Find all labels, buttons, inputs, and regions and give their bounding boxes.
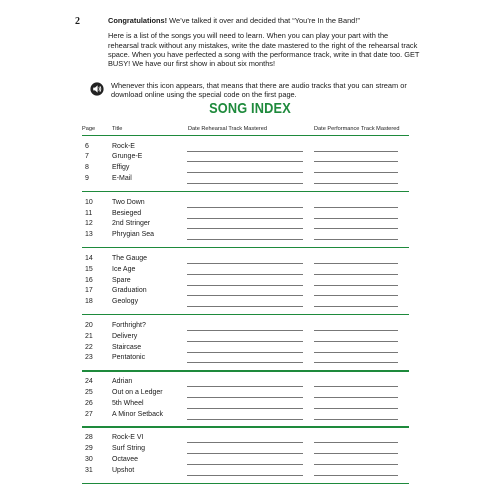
performance-date-blank[interactable] [314, 397, 398, 398]
song-page-number: 28 [85, 433, 93, 441]
section-divider [82, 483, 409, 484]
song-title: E-Mail [112, 175, 132, 183]
song-page-number: 18 [85, 298, 93, 306]
rehearsal-date-blank[interactable] [187, 362, 303, 363]
table-row [82, 287, 409, 298]
rehearsal-date-blank[interactable] [187, 161, 303, 162]
song-title: Staircase [112, 343, 142, 351]
section-divider [82, 426, 409, 427]
performance-date-blank[interactable] [314, 362, 398, 363]
rehearsal-date-blank[interactable] [187, 442, 303, 443]
song-title: A Minor Setback [112, 410, 163, 418]
song-title: Out on a Ledger [112, 388, 163, 396]
song-page-number: 16 [85, 276, 93, 284]
table-row [82, 400, 409, 411]
table-row [82, 411, 409, 422]
rehearsal-date-blank[interactable] [187, 352, 303, 353]
song-title: 2nd Stringer [112, 220, 151, 228]
song-title: Forthright? [112, 321, 146, 329]
song-page-number: 30 [85, 455, 93, 463]
performance-date-blank[interactable] [314, 151, 398, 152]
song-title: Graduation [112, 287, 147, 295]
song-title: Adrian [112, 377, 133, 385]
performance-date-blank[interactable] [314, 464, 398, 465]
table-row [82, 199, 409, 210]
performance-date-blank[interactable] [314, 239, 398, 240]
performance-date-blank[interactable] [314, 453, 398, 454]
performance-date-blank[interactable] [314, 341, 398, 342]
performance-date-blank[interactable] [314, 207, 398, 208]
performance-date-blank[interactable] [314, 274, 398, 275]
song-page-number: 6 [85, 142, 89, 150]
rehearsal-date-blank[interactable] [187, 183, 303, 184]
song-title: Geology [112, 298, 139, 306]
table-row [82, 354, 409, 365]
intro-text [108, 16, 420, 74]
rehearsal-date-blank[interactable] [187, 207, 303, 208]
rehearsal-date-blank[interactable] [187, 295, 303, 296]
table-row [82, 175, 409, 186]
table-row [82, 378, 409, 389]
song-title: Rock-E VI [112, 433, 144, 441]
song-page-number: 20 [85, 321, 93, 329]
song-page-number: 17 [85, 287, 93, 295]
table-row [82, 153, 409, 164]
rehearsal-date-blank[interactable] [187, 397, 303, 398]
song-page-number: 14 [85, 254, 93, 262]
rehearsal-date-blank[interactable] [187, 172, 303, 173]
performance-date-blank[interactable] [314, 352, 398, 353]
table-row [82, 298, 409, 309]
song-title: Surf String [112, 444, 146, 452]
column-performance: Date Performance Track Mastered [314, 126, 400, 132]
performance-date-blank[interactable] [314, 218, 398, 219]
section-divider [82, 370, 409, 371]
song-page-number: 13 [85, 231, 93, 239]
performance-date-blank[interactable] [314, 306, 398, 307]
song-title: The Gauge [112, 254, 148, 262]
song-title: Delivery [112, 332, 138, 340]
rehearsal-date-blank[interactable] [187, 475, 303, 476]
song-page-number: 29 [85, 444, 93, 452]
rehearsal-date-blank[interactable] [187, 239, 303, 240]
table-row [82, 266, 409, 277]
song-title: Ice Age [112, 265, 136, 273]
song-title: Two Down [112, 198, 145, 206]
song-page-number: 27 [85, 410, 93, 418]
rehearsal-date-blank[interactable] [187, 341, 303, 342]
rehearsal-date-blank[interactable] [187, 263, 303, 264]
rehearsal-date-blank[interactable] [187, 408, 303, 409]
performance-date-blank[interactable] [314, 386, 398, 387]
song-page-number: 9 [85, 175, 89, 183]
page-title: SONG INDEX [209, 100, 291, 117]
song-title: Pentatonic [112, 354, 146, 362]
performance-date-blank[interactable] [314, 419, 398, 420]
intro-lead: Congratulations! [108, 16, 168, 25]
performance-date-blank[interactable] [314, 161, 398, 162]
table-row [82, 434, 409, 445]
song-title: Spare [112, 276, 131, 284]
speaker-icon [90, 82, 104, 96]
table-row [82, 164, 409, 175]
column-title: Title [112, 126, 123, 132]
song-title: Effigy [112, 164, 130, 172]
table-row [82, 333, 409, 344]
table-row [82, 220, 409, 231]
table-row [82, 277, 409, 288]
rehearsal-date-blank[interactable] [187, 306, 303, 307]
song-title: Octavee [112, 455, 139, 463]
table-row [82, 143, 409, 154]
table-row [82, 389, 409, 400]
rehearsal-date-blank[interactable] [187, 285, 303, 286]
rehearsal-date-blank[interactable] [187, 274, 303, 275]
table-row [82, 322, 409, 333]
song-page-number: 10 [85, 198, 93, 206]
performance-date-blank[interactable] [314, 442, 398, 443]
song-title: Upshot [112, 466, 135, 474]
song-page-number: 26 [85, 399, 93, 407]
section-divider [82, 314, 409, 315]
song-page-number: 21 [85, 332, 93, 340]
song-title: 5th Wheel [112, 399, 144, 407]
page-number: 2 [75, 16, 80, 27]
rehearsal-date-blank[interactable] [187, 464, 303, 465]
song-title: Grunge-E [112, 153, 143, 161]
song-page-number: 7 [85, 153, 89, 161]
audio-note [90, 81, 420, 100]
section-divider [82, 135, 409, 136]
song-page-number: 11 [85, 209, 93, 217]
section-divider [82, 191, 409, 192]
table-row [82, 344, 409, 355]
song-page-number: 8 [85, 164, 89, 172]
table-row [82, 231, 409, 242]
performance-date-blank[interactable] [314, 295, 398, 296]
song-title: Besieged [112, 209, 142, 217]
audio-note-text: Whenever this icon appears, that means that there are audio tracks that you can stream or download online using the special code on the first page. [111, 81, 407, 100]
performance-date-blank[interactable] [314, 183, 398, 184]
rehearsal-date-blank[interactable] [187, 386, 303, 387]
song-page-number: 15 [85, 265, 93, 273]
song-page-number: 25 [85, 388, 93, 396]
rehearsal-date-blank[interactable] [187, 453, 303, 454]
table-row [82, 210, 409, 221]
performance-date-blank[interactable] [314, 475, 398, 476]
performance-date-blank[interactable] [314, 263, 398, 264]
table-row [82, 467, 409, 478]
table-row [82, 255, 409, 266]
song-page-number: 22 [85, 343, 93, 351]
performance-date-blank[interactable] [314, 408, 398, 409]
section-divider [82, 247, 409, 248]
column-rehearsal: Date Rehearsal Track Mastered [188, 126, 267, 132]
performance-date-blank[interactable] [314, 228, 398, 229]
song-page-number: 24 [85, 377, 93, 385]
rehearsal-date-blank[interactable] [187, 228, 303, 229]
song-page-number: 31 [85, 466, 93, 474]
table-row [82, 445, 409, 456]
intro-lead-rest: We’ve talked it over and decided that “You’re In the Band!” [167, 16, 360, 25]
song-title: Rock-E [112, 142, 135, 150]
column-page: Page [82, 126, 96, 132]
song-title: Phrygian Sea [112, 231, 155, 239]
performance-date-blank[interactable] [314, 172, 398, 173]
rehearsal-date-blank[interactable] [187, 330, 303, 331]
song-page-number: 23 [85, 354, 93, 362]
rehearsal-date-blank[interactable] [187, 151, 303, 152]
table-row [82, 456, 409, 467]
rehearsal-date-blank[interactable] [187, 218, 303, 219]
intro-paragraph: Here is a list of the songs you will need to learn. When you can play your part with the rehearsal track without any mistakes, write the date mastered to the right of the rehearsal track space. When you have perfected a song with the performance track, write in that date too. GET BUSY! We have our first show in about six months! [108, 31, 420, 69]
performance-date-blank[interactable] [314, 285, 398, 286]
song-page-number: 12 [85, 220, 93, 228]
performance-date-blank[interactable] [314, 330, 398, 331]
rehearsal-date-blank[interactable] [187, 419, 303, 420]
